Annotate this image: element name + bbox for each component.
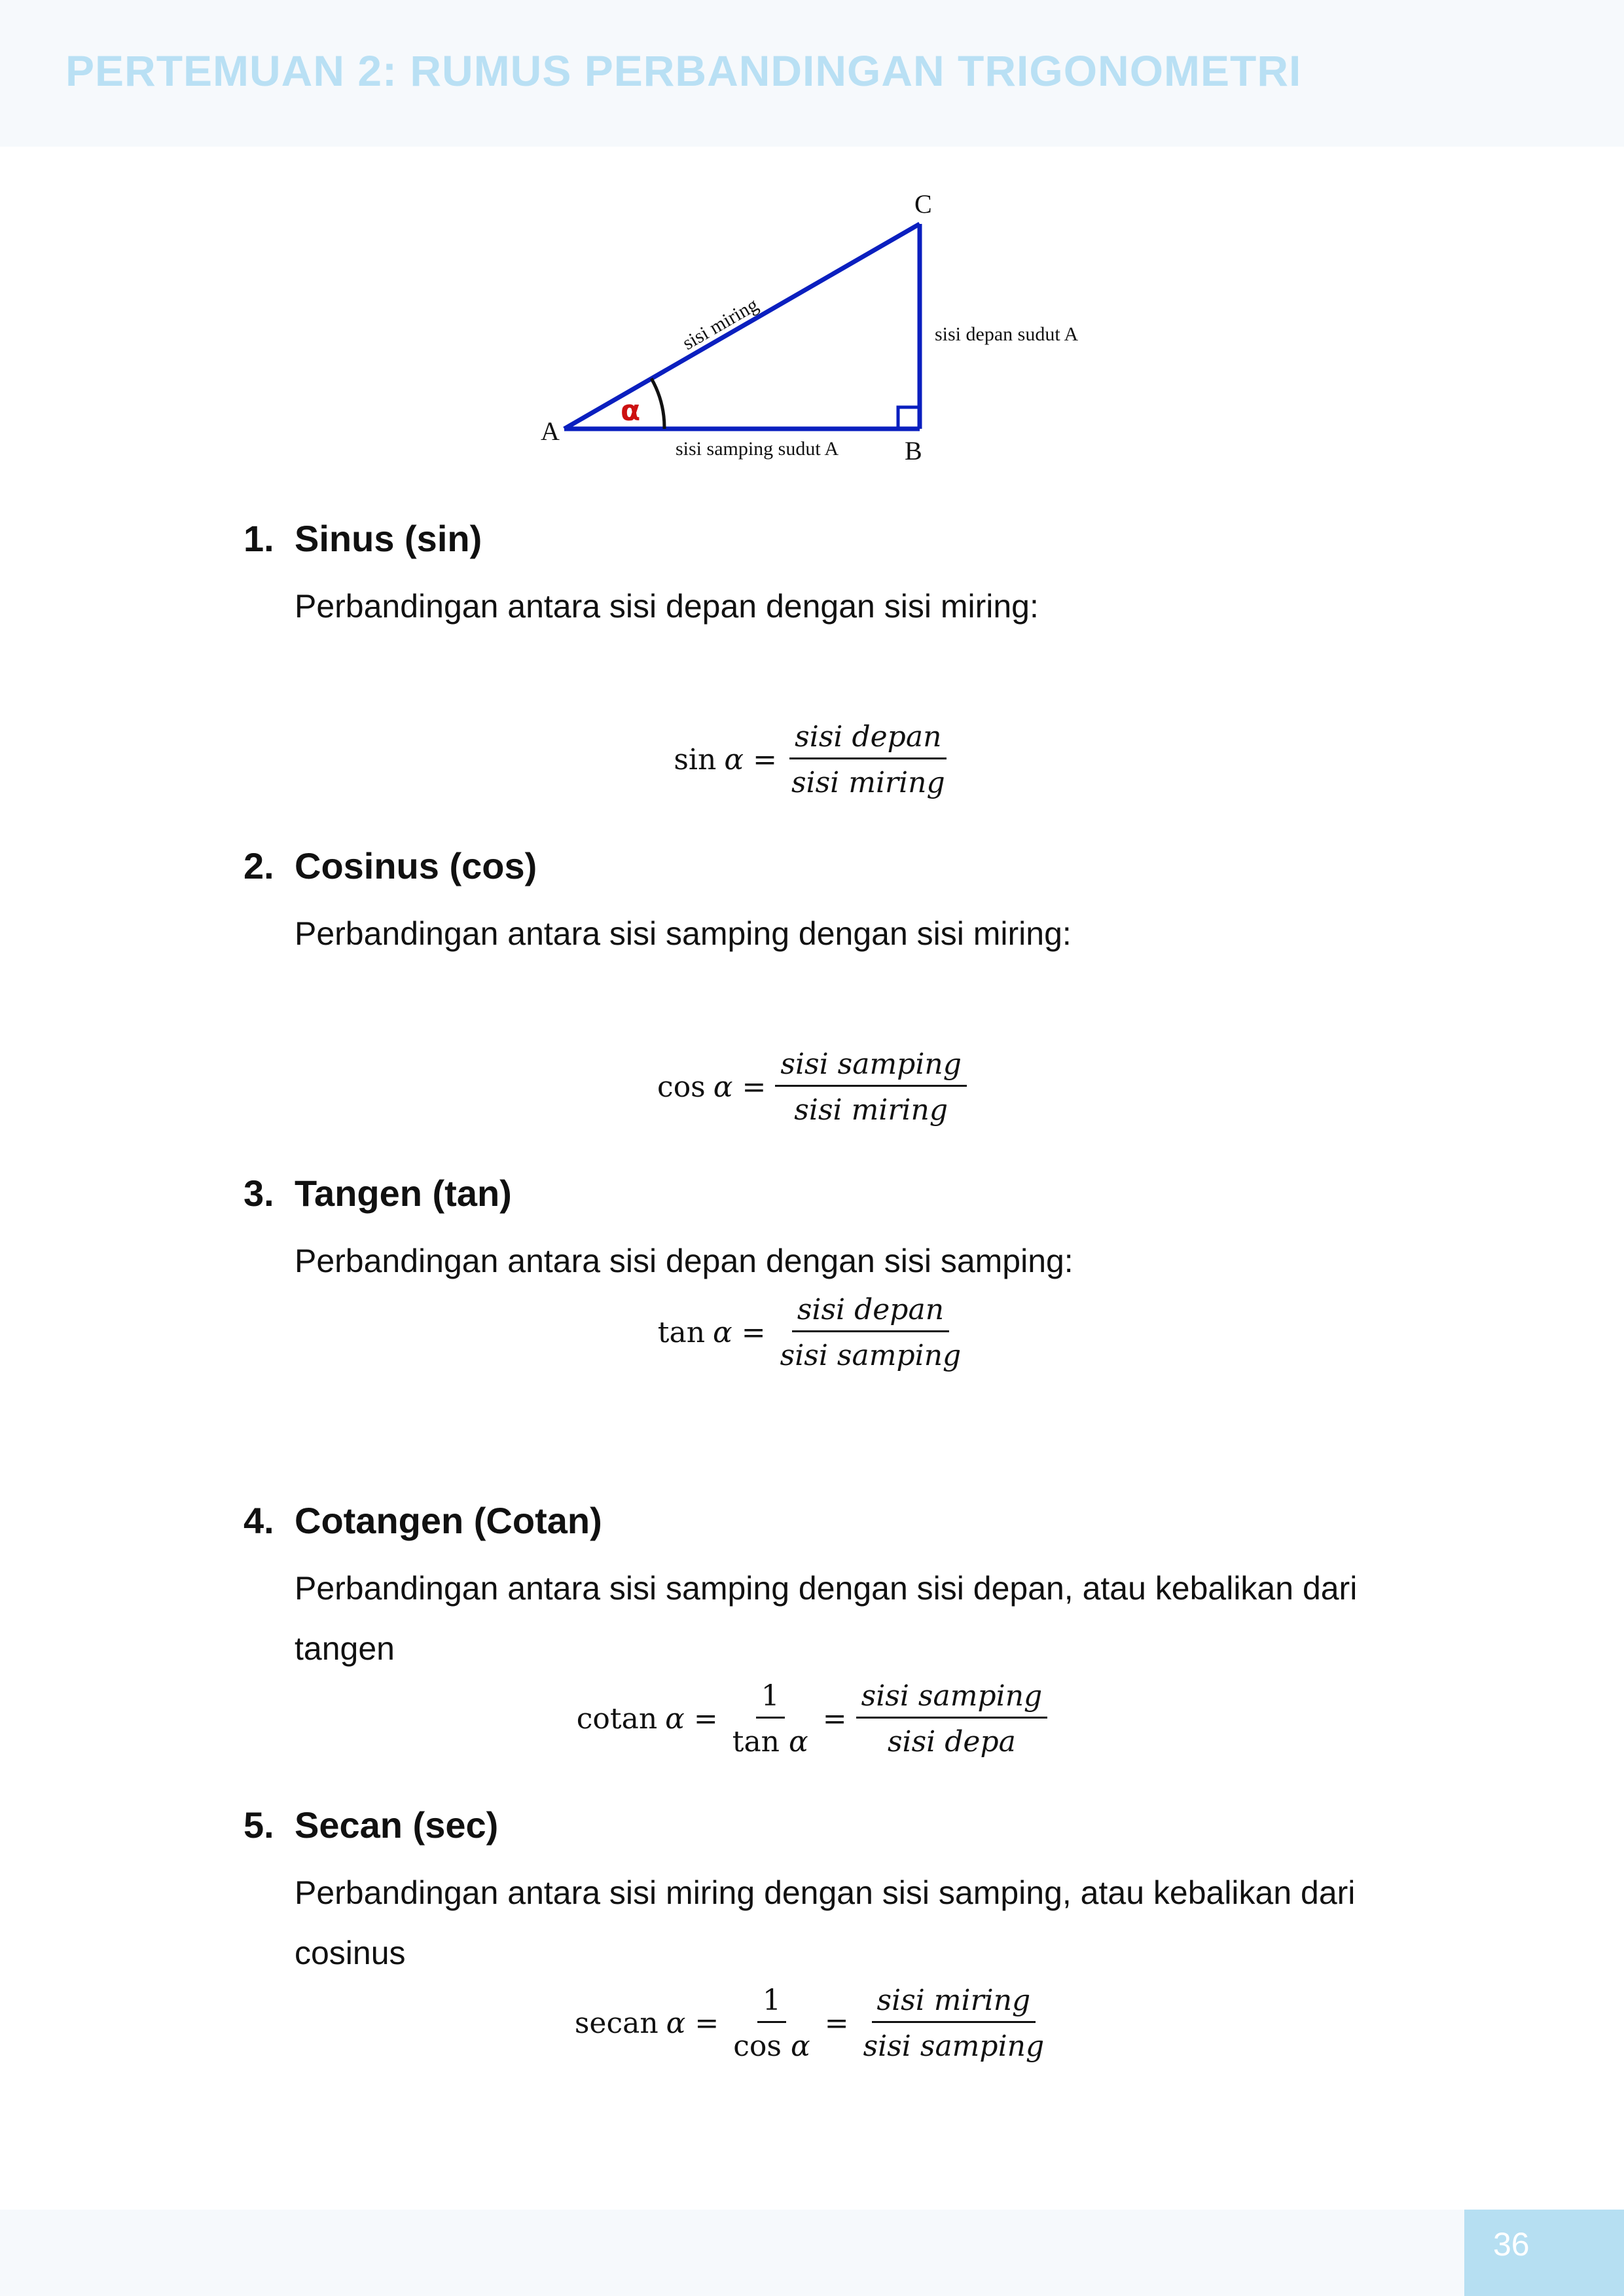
formula-fraction: [775, 1048, 967, 1127]
section-heading-cosinus: [244, 845, 537, 887]
page-footer: [0, 2210, 1624, 2296]
section-number: 4.: [244, 1500, 274, 1541]
formula-reciprocal-fraction: [727, 1679, 814, 1758]
fraction-denominator: sisi depa: [887, 1725, 1016, 1758]
fraction-numerator: sisi samping: [775, 1048, 967, 1087]
section-heading-sinus: [244, 517, 482, 560]
formula-variable: α: [713, 1070, 733, 1104]
angle-alpha-label: α: [621, 394, 641, 428]
vertex-c-label: C: [914, 189, 932, 219]
formula-variable: α: [666, 2007, 686, 2040]
formula-function: secan: [574, 2007, 659, 2040]
denominator-variable: α: [790, 2030, 810, 2063]
formula-fraction: [775, 1293, 967, 1372]
hypotenuse-label: sisi miring: [679, 293, 762, 355]
right-angle-marker: [898, 407, 920, 429]
section-heading-tangen: [244, 1172, 512, 1214]
page-header: [0, 0, 1624, 147]
formula-equals: =: [742, 1070, 767, 1104]
section-number: 1.: [244, 518, 274, 559]
angle-arc: [651, 378, 664, 429]
triangle-diagram: [524, 183, 1113, 471]
fraction-denominator: sisi miring: [794, 1093, 948, 1127]
section-heading-cotangen: [244, 1499, 602, 1542]
fraction-numerator: 1: [756, 1679, 785, 1719]
section-text-sinus: Perbandingan antara sisi depan dengan sisi miring:: [295, 588, 1039, 625]
formula-function: cos: [657, 1070, 706, 1104]
section-text-tangen: Perbandingan antara sisi depan dengan sisi samping:: [295, 1243, 1074, 1279]
right-triangle-figure: [524, 183, 1113, 471]
formula-variable: α: [665, 1702, 685, 1736]
vertex-b-label: B: [905, 436, 922, 465]
fraction-denominator: sisi miring: [791, 766, 945, 799]
section-text-cotangen: Perbandingan antara sisi samping dengan sisi depan, atau kebalikan dari tangen: [295, 1570, 1358, 1667]
formula-function: cotan: [576, 1702, 658, 1736]
section-number: 3.: [244, 1173, 274, 1214]
formula-equals: =: [695, 2007, 719, 2040]
section-title: Tangen (tan): [295, 1173, 512, 1214]
formula-tangen: [0, 1293, 1624, 1372]
formula-cotangen: [0, 1679, 1624, 1758]
formula-fraction: [858, 1984, 1050, 2063]
formula-variable: α: [724, 743, 744, 776]
section-text-secan: Perbandingan antara sisi miring dengan sisi samping, atau kebalikan dari cosinus: [295, 1874, 1356, 1971]
denominator-function: tan: [732, 1725, 780, 1758]
adjacent-label: sisi samping sudut A: [676, 438, 839, 460]
vertex-a-label: A: [541, 416, 560, 446]
fraction-denominator: [727, 1719, 814, 1758]
fraction-numerator: sisi miring: [872, 1984, 1036, 2023]
fraction-denominator: [728, 2023, 815, 2063]
formula-function: tan: [657, 1316, 706, 1349]
formula-cosinus: [0, 1048, 1624, 1127]
formula-function: sin: [674, 743, 717, 776]
denominator-function: cos: [733, 2030, 782, 2063]
formula-variable: α: [713, 1316, 732, 1349]
section-title: Cotangen (Cotan): [295, 1500, 602, 1541]
fraction-denominator: sisi samping: [863, 2030, 1045, 2063]
fraction-numerator: sisi depan: [789, 720, 947, 759]
formula-equals-2: =: [822, 1702, 847, 1736]
formula-equals: =: [741, 1316, 766, 1349]
formula-reciprocal-fraction: [728, 1984, 815, 2063]
formula-equals-2: =: [824, 2007, 849, 2040]
fraction-numerator: sisi depan: [792, 1293, 949, 1332]
formula-equals: =: [753, 743, 777, 776]
formula-sinus: [0, 720, 1624, 799]
denominator-variable: α: [789, 1725, 808, 1758]
formula-fraction: [786, 720, 950, 799]
formula-secan: [0, 1984, 1624, 2063]
section-text-cosinus: Perbandingan antara sisi samping dengan sisi miring:: [295, 915, 1072, 952]
fraction-denominator: sisi samping: [780, 1339, 962, 1372]
page-title: PERTEMUAN 2: RUMUS PERBANDINGAN TRIGONOMETRI: [65, 46, 1302, 95]
section-number: 5.: [244, 1804, 274, 1846]
opposite-label: sisi depan sudut A: [935, 323, 1079, 345]
page-number: 36: [1493, 2226, 1530, 2263]
section-heading-secan: [244, 1804, 498, 1846]
fraction-numerator: 1: [757, 1984, 786, 2023]
section-number: 2.: [244, 845, 274, 886]
page-number-box: [1464, 2210, 1624, 2296]
hypotenuse-line: [564, 224, 920, 429]
section-title: Cosinus (cos): [295, 845, 537, 886]
section-title: Sinus (sin): [295, 518, 482, 559]
formula-fraction: [856, 1679, 1048, 1758]
formula-equals: =: [693, 1702, 718, 1736]
section-title: Secan (sec): [295, 1804, 499, 1846]
fraction-numerator: sisi samping: [856, 1679, 1048, 1719]
